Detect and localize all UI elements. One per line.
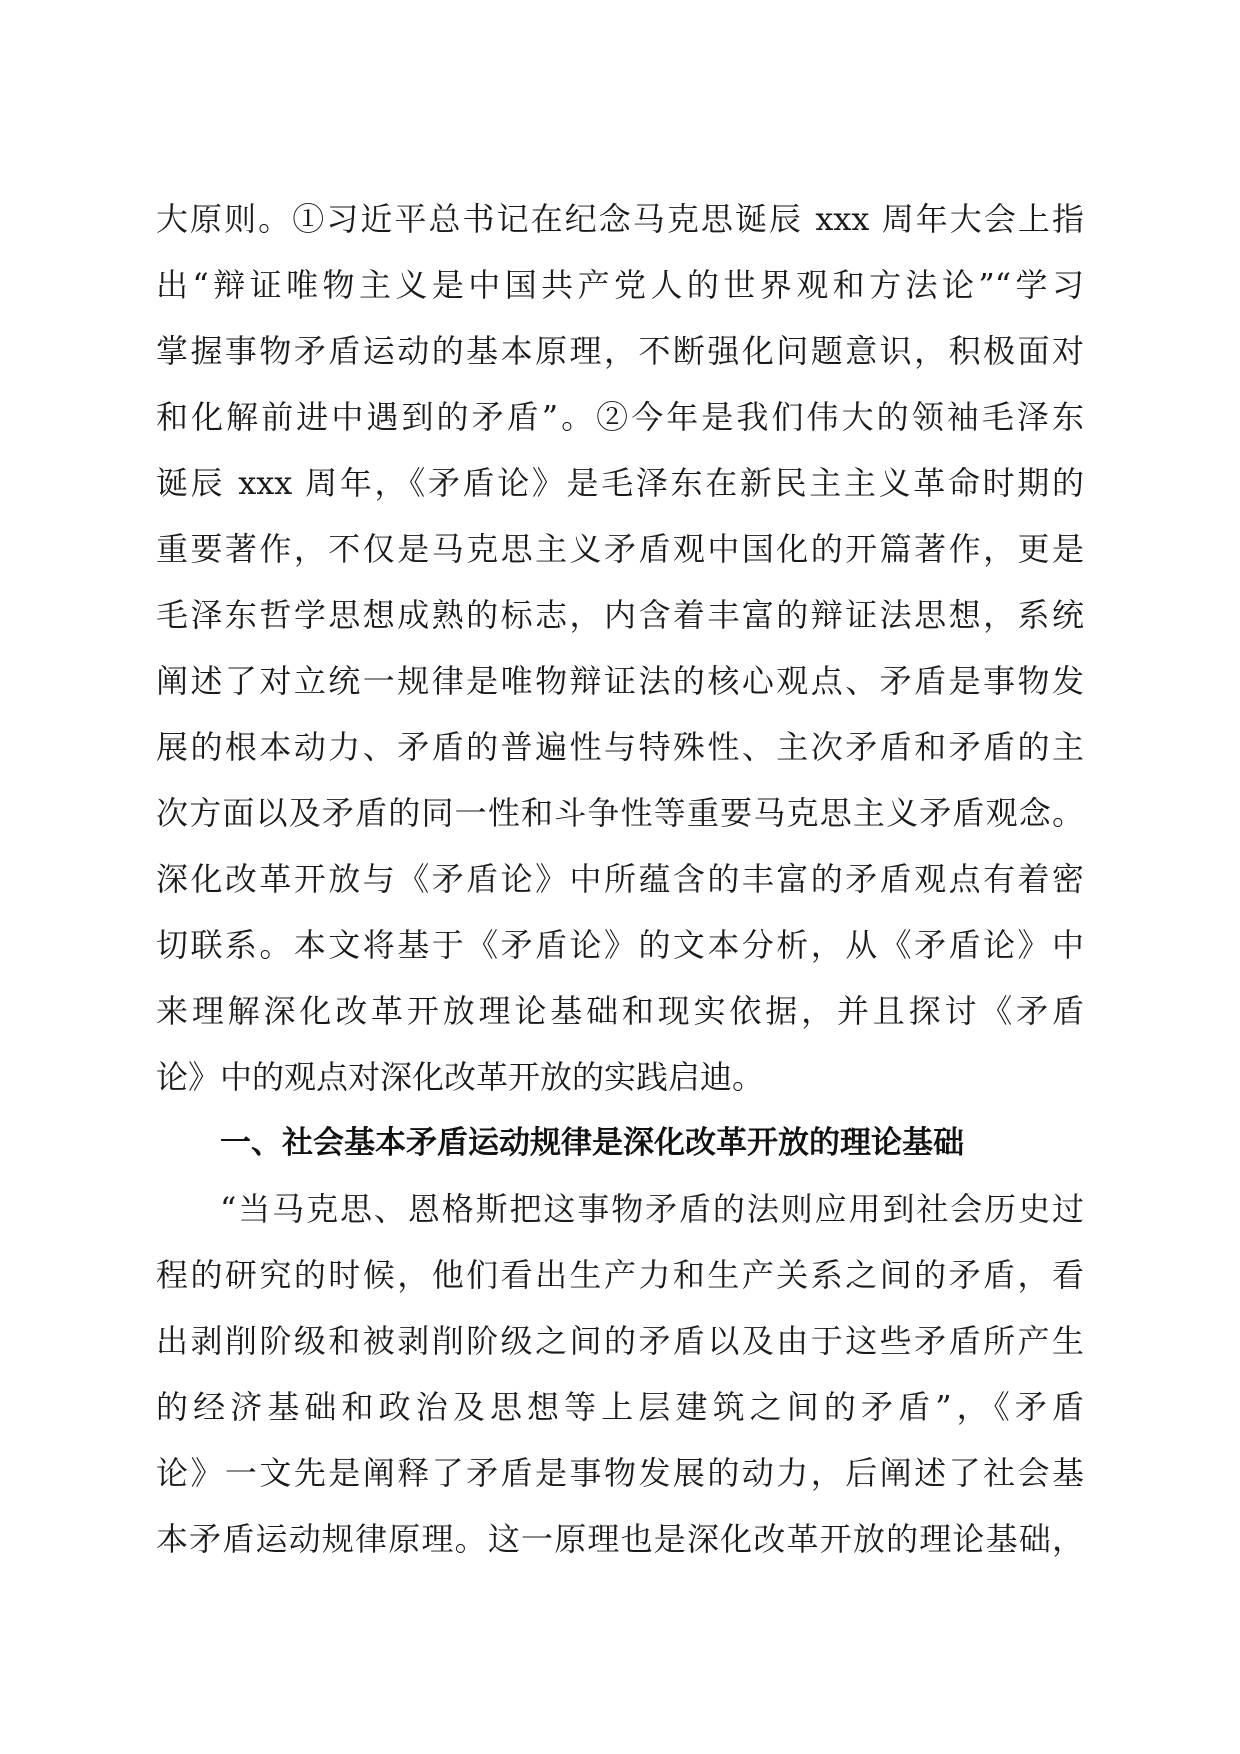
section-heading: 一、社会基本矛盾运动规律是深化改革开放的理论基础: [220, 1125, 964, 1161]
body-text: [156, 186, 1084, 1572]
text-line: 论》一文先是阐释了矛盾是事物发展的动力，后阐述了社会基: [156, 1454, 1084, 1492]
text-line: 掌握事物矛盾运动的基本原理，不断强化问题意识，积极面对: [156, 332, 1084, 370]
paragraph: [156, 1176, 1084, 1572]
text-line: 论》中的观点对深化改革开放的实践启迪。: [156, 1058, 765, 1096]
text-line: 切联系。本文将基于《矛盾论》的文本分析，从《矛盾论》中: [156, 926, 1084, 964]
text-line: 阐述了对立统一规律是唯物辩证法的核心观点、矛盾是事物发: [156, 662, 1084, 700]
text-line: 来理解深化改革开放理论基础和现实依据，并且探讨《矛盾: [156, 992, 1084, 1030]
text-line: 大原则。①习近平总书记在纪念马克思诞辰 xxx 周年大会上指: [156, 200, 1084, 238]
text-line: 的经济基础和政治及思想等上层建筑之间的矛盾”，《矛盾: [156, 1388, 1084, 1426]
text-line: 和化解前进中遇到的矛盾”。②今年是我们伟大的领袖毛泽东: [156, 398, 1084, 436]
text-line: “当马克思、恩格斯把这事物矛盾的法则应用到社会历史过: [220, 1190, 1084, 1228]
text-line: 出剥削阶级和被剥削阶级之间的矛盾以及由于这些矛盾所产生: [156, 1322, 1084, 1360]
text-line: 本矛盾运动规律原理。这一原理也是深化改革开放的理论基础，: [156, 1520, 1084, 1558]
text-line: 出“辩证唯物主义是中国共产党人的世界观和方法论”“学习: [156, 266, 1084, 304]
text-line: 次方面以及矛盾的同一性和斗争性等重要马克思主义矛盾观念。: [156, 794, 1084, 832]
text-line: 深化改革开放与《矛盾论》中所蕴含的丰富的矛盾观点有着密: [156, 860, 1084, 898]
text-line: 诞辰 xxx 周年，《矛盾论》是毛泽东在新民主主义革命时期的: [156, 464, 1084, 502]
text-line: 展的根本动力、矛盾的普遍性与特殊性、主次矛盾和矛盾的主: [156, 728, 1084, 766]
text-line: 程的研究的时候，他们看出生产力和生产关系之间的矛盾，看: [156, 1256, 1084, 1294]
text-line: 重要著作，不仅是马克思主义矛盾观中国化的开篇著作，更是: [156, 530, 1084, 568]
text-line: 毛泽东哲学思想成熟的标志，内含着丰富的辩证法思想，系统: [156, 596, 1084, 634]
paragraph: [156, 186, 1084, 1110]
